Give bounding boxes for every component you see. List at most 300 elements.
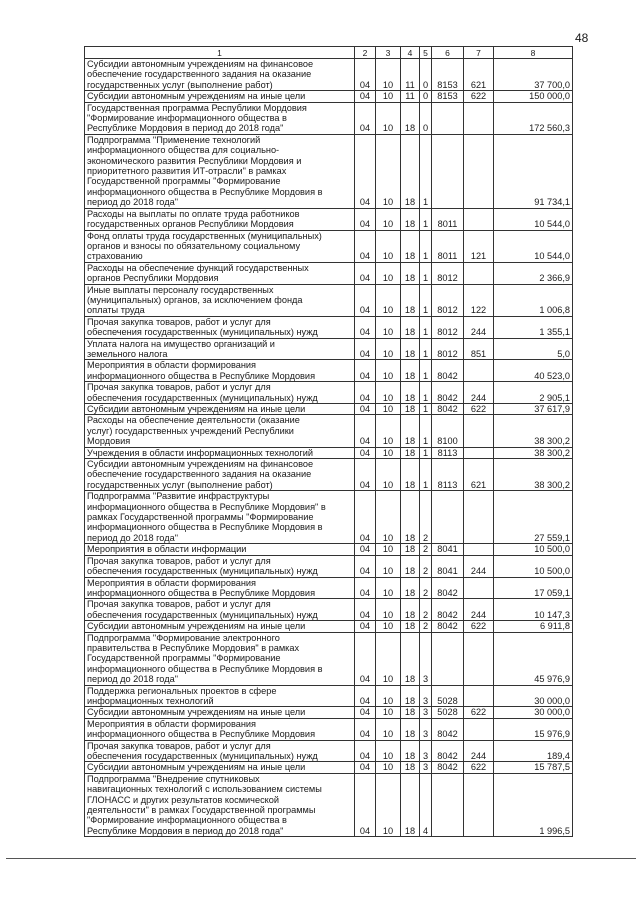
target-code: 8113	[432, 459, 464, 491]
amount: 1 996,5	[494, 773, 573, 836]
subprogram-code: 3	[420, 740, 432, 762]
item-name-line: деятельности" в рамках Государственной программы	[87, 805, 316, 816]
item-name	[85, 621, 355, 632]
item-name-line: Подпрограмма "Развитие инфраструктуры	[87, 491, 270, 502]
item-name-line: Государственной программы "Формирование	[87, 176, 281, 187]
subprogram-code: 2	[420, 621, 432, 632]
section-code: 04	[355, 91, 376, 102]
program-code: 18	[401, 447, 420, 458]
header-cell: 1	[85, 47, 355, 59]
table-row	[85, 544, 573, 555]
expense-type-code: 622	[464, 621, 494, 632]
subsection-code: 10	[376, 577, 401, 599]
item-name-line: Мордовия	[87, 436, 131, 447]
item-name-line: Субсидии автономным учреждениям на иные цели	[87, 707, 306, 718]
subsection-code: 10	[376, 491, 401, 544]
expense-type-code	[464, 773, 494, 836]
section-code: 04	[355, 577, 376, 599]
subprogram-code: 1	[420, 360, 432, 382]
item-name	[85, 762, 355, 773]
target-code	[432, 491, 464, 544]
item-name-line: Республике Мордовия в период до 2018 года"	[87, 123, 284, 134]
section-code: 04	[355, 262, 376, 284]
item-name-line: Прочая закупка товаров, работ и услуг для	[87, 382, 271, 393]
subprogram-code: 1	[420, 404, 432, 415]
amount: 91 734,1	[494, 134, 573, 208]
subsection-code: 10	[376, 621, 401, 632]
expense-type-code: 851	[464, 338, 494, 360]
item-name	[85, 718, 355, 740]
section-code: 04	[355, 773, 376, 836]
target-code: 8011	[432, 208, 464, 230]
subprogram-code: 1	[420, 284, 432, 316]
amount: 37 617,9	[494, 404, 573, 415]
expense-type-code: 621	[464, 59, 494, 91]
program-code: 18	[401, 360, 420, 382]
table-row	[85, 230, 573, 262]
subprogram-code: 3	[420, 718, 432, 740]
program-code: 18	[401, 718, 420, 740]
table-row	[85, 284, 573, 316]
subsection-code: 10	[376, 262, 401, 284]
item-name-line: Расходы на обеспечение функций государственных	[87, 262, 309, 273]
item-name-line: Мероприятия в области формирования	[87, 577, 257, 588]
amount: 2 366,9	[494, 262, 573, 284]
item-name-line: Мероприятия в области формирования	[87, 718, 257, 729]
amount: 10 544,0	[494, 208, 573, 230]
amount: 1 355,1	[494, 316, 573, 338]
subsection-code: 10	[376, 382, 401, 404]
item-name-line: период до 2018 года"	[87, 197, 178, 208]
subsection-code: 10	[376, 91, 401, 102]
program-code: 18	[401, 230, 420, 262]
subprogram-code: 1	[420, 447, 432, 458]
item-name-line: Мероприятия в области формирования	[87, 360, 257, 371]
item-name-line: Прочая закупка товаров, работ и услуг для	[87, 555, 271, 566]
item-name	[85, 632, 355, 685]
item-name	[85, 491, 355, 544]
section-code: 04	[355, 134, 376, 208]
item-name-line: Фонд оплаты труда государственных (муниципальных)	[87, 230, 322, 241]
bottom-rule	[6, 858, 636, 859]
subsection-code: 10	[376, 544, 401, 555]
subprogram-code: 0	[420, 91, 432, 102]
target-code: 8113	[432, 447, 464, 458]
item-name-line: Мероприятия в области информации	[87, 544, 247, 555]
target-code: 8041	[432, 544, 464, 555]
item-name	[85, 404, 355, 415]
program-code: 18	[401, 773, 420, 836]
expense-type-code	[464, 134, 494, 208]
program-code: 18	[401, 415, 420, 447]
header-cell: 6	[432, 47, 464, 59]
program-code: 18	[401, 102, 420, 134]
program-code: 11	[401, 59, 420, 91]
program-code: 18	[401, 544, 420, 555]
amount: 6 911,8	[494, 621, 573, 632]
item-name-line: период до 2018 года"	[87, 532, 178, 543]
item-name-line: период до 2018 года"	[87, 674, 178, 685]
table-row	[85, 632, 573, 685]
program-code: 18	[401, 134, 420, 208]
subprogram-code: 2	[420, 491, 432, 544]
amount: 45 976,9	[494, 632, 573, 685]
expense-type-code: 244	[464, 555, 494, 577]
section-code: 04	[355, 544, 376, 555]
table-row	[85, 447, 573, 458]
item-name-line: информационных технологий	[87, 695, 214, 706]
item-name	[85, 685, 355, 707]
subsection-code: 10	[376, 740, 401, 762]
subsection-code: 10	[376, 447, 401, 458]
section-code: 04	[355, 459, 376, 491]
program-code: 18	[401, 491, 420, 544]
item-name-line: государственных услуг (выполнение работ)	[87, 479, 273, 490]
item-name-line: приоритетного развития ИТ-отрасли" в рамках	[87, 166, 287, 177]
item-name	[85, 577, 355, 599]
target-code: 8012	[432, 338, 464, 360]
item-name-line: Подпрограмма "Применение технологий	[87, 134, 261, 145]
subsection-code: 10	[376, 707, 401, 718]
target-code: 8042	[432, 762, 464, 773]
item-name-line: Поддержка региональных проектов в сфере	[87, 685, 277, 696]
subprogram-code: 3	[420, 707, 432, 718]
item-name-line: земельного налога	[87, 348, 168, 359]
program-code: 18	[401, 762, 420, 773]
target-code	[432, 773, 464, 836]
subprogram-code: 3	[420, 685, 432, 707]
table-row	[85, 718, 573, 740]
item-name	[85, 773, 355, 836]
amount: 2 905,1	[494, 382, 573, 404]
item-name-line: информационного общества в Республике Мордовия в	[87, 522, 323, 533]
expense-type-code	[464, 632, 494, 685]
table-row	[85, 459, 573, 491]
item-name-line: обеспечения государственных (муниципальных) нужд	[87, 609, 318, 620]
table-row	[85, 621, 573, 632]
item-name	[85, 59, 355, 91]
section-code: 04	[355, 316, 376, 338]
subsection-code: 10	[376, 102, 401, 134]
item-name-line: Иные выплаты персоналу государственных	[87, 284, 274, 295]
target-code: 8100	[432, 415, 464, 447]
item-name-line: навигационных технологий с использованием системы	[87, 784, 322, 795]
amount: 17 059,1	[494, 577, 573, 599]
item-name	[85, 230, 355, 262]
item-name	[85, 382, 355, 404]
section-code: 04	[355, 707, 376, 718]
target-code: 8153	[432, 91, 464, 102]
table-row	[85, 762, 573, 773]
item-name-line: экономического развития Республики Мордовия и	[87, 155, 302, 166]
section-code: 04	[355, 491, 376, 544]
item-name-line: Прочая закупка товаров, работ и услуг для	[87, 740, 271, 751]
item-name-line: государственных органов Республики Мордовия	[87, 219, 294, 230]
item-name	[85, 360, 355, 382]
subsection-code: 10	[376, 338, 401, 360]
section-code: 04	[355, 685, 376, 707]
section-code: 04	[355, 555, 376, 577]
table-row	[85, 91, 573, 102]
target-code: 8012	[432, 284, 464, 316]
section-code: 04	[355, 632, 376, 685]
amount: 172 560,3	[494, 102, 573, 134]
item-name	[85, 284, 355, 316]
expense-type-code: 244	[464, 599, 494, 621]
header-cell: 3	[376, 47, 401, 59]
item-name-line: государственных услуг (выполнение работ)	[87, 79, 273, 90]
target-code: 8042	[432, 621, 464, 632]
item-name-line: (муниципальных) органов, за исключением фонда	[87, 294, 303, 305]
subprogram-code: 1	[420, 262, 432, 284]
subsection-code: 10	[376, 632, 401, 685]
subprogram-code: 1	[420, 382, 432, 404]
expense-type-code	[464, 685, 494, 707]
section-code: 04	[355, 102, 376, 134]
item-name-line: Расходы на обеспечение деятельности (оказание	[87, 415, 300, 426]
item-name	[85, 316, 355, 338]
subsection-code: 10	[376, 404, 401, 415]
item-name-line: рамках Государственной программы "Формирование	[87, 512, 314, 523]
section-code: 04	[355, 59, 376, 91]
expense-type-code: 622	[464, 762, 494, 773]
item-name-line: Расходы на выплаты по оплате труда работников	[87, 208, 300, 219]
target-code	[432, 134, 464, 208]
amount: 1 006,8	[494, 284, 573, 316]
item-name-line: Субсидии автономным учреждениям на иные цели	[87, 91, 306, 102]
target-code: 8041	[432, 555, 464, 577]
subsection-code: 10	[376, 360, 401, 382]
item-name-line: Государственная программа Республики Мордовия	[87, 102, 307, 113]
item-name-line: Прочая закупка товаров, работ и услуг для	[87, 599, 271, 610]
subsection-code: 10	[376, 316, 401, 338]
program-code: 18	[401, 208, 420, 230]
item-name-line: Субсидии автономным учреждениям на финансовое	[87, 59, 314, 69]
target-code: 8012	[432, 262, 464, 284]
target-code: 8042	[432, 718, 464, 740]
subsection-code: 10	[376, 134, 401, 208]
item-name	[85, 447, 355, 458]
header-cell: 2	[355, 47, 376, 59]
subsection-code: 10	[376, 415, 401, 447]
item-name-line: информационного общества в Республике Мордовия	[87, 370, 316, 381]
item-name-line: Субсидии автономным учреждениям на иные цели	[87, 621, 306, 632]
program-code: 18	[401, 382, 420, 404]
item-name-line: информационного общества в Республике Мордовия в	[87, 663, 323, 674]
section-code: 04	[355, 415, 376, 447]
item-name	[85, 707, 355, 718]
item-name-line: оплаты труда	[87, 305, 145, 316]
expense-type-code	[464, 208, 494, 230]
subprogram-code: 0	[420, 102, 432, 134]
item-name-line: информационного общества в Республике Мордовия	[87, 729, 316, 740]
subsection-code: 10	[376, 230, 401, 262]
subprogram-code: 1	[420, 415, 432, 447]
item-name-line: Подпрограмма "Внедрение спутниковых	[87, 773, 260, 784]
subprogram-code: 3	[420, 632, 432, 685]
amount: 10 500,0	[494, 555, 573, 577]
amount: 38 300,2	[494, 415, 573, 447]
expense-type-code	[464, 718, 494, 740]
table-row	[85, 102, 573, 134]
table-row	[85, 577, 573, 599]
header-cell: 8	[494, 47, 573, 59]
amount: 10 500,0	[494, 544, 573, 555]
program-code: 18	[401, 404, 420, 415]
item-name-line: Уплата налога на имущество организаций и	[87, 338, 275, 349]
table-row	[85, 685, 573, 707]
item-name	[85, 338, 355, 360]
expense-type-code	[464, 577, 494, 599]
table-row	[85, 415, 573, 447]
item-name-line: услуг) государственных учреждений Республики	[87, 425, 294, 436]
subsection-code: 10	[376, 459, 401, 491]
amount: 40 523,0	[494, 360, 573, 382]
item-name-line: Субсидии автономным учреждениям на иные цели	[87, 404, 306, 414]
item-name	[85, 459, 355, 491]
program-code: 18	[401, 555, 420, 577]
item-name-line: информационного общества для социально-	[87, 145, 280, 156]
item-name-line: информационного общества в Республике Мордовия" в	[87, 501, 326, 512]
item-name-line: страхованию	[87, 251, 143, 262]
item-name	[85, 599, 355, 621]
program-code: 18	[401, 707, 420, 718]
item-name-line: обеспечение государственного задания на оказание	[87, 469, 312, 480]
expense-type-code: 622	[464, 404, 494, 415]
item-name	[85, 415, 355, 447]
program-code: 18	[401, 459, 420, 491]
table-row	[85, 208, 573, 230]
expense-type-code	[464, 491, 494, 544]
subsection-code: 10	[376, 773, 401, 836]
section-code: 04	[355, 599, 376, 621]
section-code: 04	[355, 382, 376, 404]
table-header-row	[85, 47, 573, 59]
table-row	[85, 491, 573, 544]
section-code: 04	[355, 740, 376, 762]
table-row	[85, 707, 573, 718]
expense-type-code: 244	[464, 382, 494, 404]
amount: 38 300,2	[494, 447, 573, 458]
expense-type-code	[464, 544, 494, 555]
item-name-line: Государственной программы "Формирование	[87, 653, 281, 664]
subsection-code: 10	[376, 762, 401, 773]
subprogram-code: 2	[420, 544, 432, 555]
subprogram-code: 1	[420, 338, 432, 360]
section-code: 04	[355, 338, 376, 360]
subsection-code: 10	[376, 284, 401, 316]
item-name	[85, 555, 355, 577]
target-code	[432, 102, 464, 134]
item-name-line: информационного общества в Республике Мордовия	[87, 587, 316, 598]
item-name-line: "Формирование информационного общества в	[87, 815, 287, 826]
item-name-line: Субсидии автономным учреждениям на иные цели	[87, 762, 306, 773]
expense-type-code	[464, 262, 494, 284]
item-name-line: "Формирование информационного общества в	[87, 113, 287, 124]
amount: 30 000,0	[494, 707, 573, 718]
item-name-line: Подпрограмма "Формирование электронного	[87, 632, 280, 643]
program-code: 18	[401, 577, 420, 599]
target-code: 8042	[432, 382, 464, 404]
section-code: 04	[355, 718, 376, 740]
section-code: 04	[355, 621, 376, 632]
section-code: 04	[355, 230, 376, 262]
item-name	[85, 208, 355, 230]
item-name-line: обеспечение государственного задания на оказание	[87, 69, 312, 80]
item-name-line: Прочая закупка товаров, работ и услуг для	[87, 316, 271, 327]
section-code: 04	[355, 447, 376, 458]
table-row	[85, 134, 573, 208]
section-code: 04	[355, 762, 376, 773]
program-code: 18	[401, 316, 420, 338]
target-code: 8042	[432, 404, 464, 415]
expense-type-code: 244	[464, 316, 494, 338]
subprogram-code: 1	[420, 230, 432, 262]
program-code: 18	[401, 632, 420, 685]
expense-type-code: 622	[464, 707, 494, 718]
expense-type-code	[464, 360, 494, 382]
subprogram-code: 0	[420, 59, 432, 91]
target-code: 8042	[432, 599, 464, 621]
amount: 15 787,5	[494, 762, 573, 773]
target-code: 8153	[432, 59, 464, 91]
target-code: 8042	[432, 740, 464, 762]
amount: 37 700,0	[494, 59, 573, 91]
subprogram-code: 4	[420, 773, 432, 836]
item-name	[85, 134, 355, 208]
target-code: 8042	[432, 577, 464, 599]
table-row	[85, 360, 573, 382]
target-code: 8011	[432, 230, 464, 262]
item-name-line: правительства в Республике Мордовия" в рамках	[87, 642, 300, 653]
subprogram-code: 1	[420, 134, 432, 208]
header-cell: 5	[420, 47, 432, 59]
subsection-code: 10	[376, 599, 401, 621]
target-code: 8012	[432, 316, 464, 338]
expense-type-code	[464, 415, 494, 447]
subprogram-code: 2	[420, 599, 432, 621]
target-code: 8042	[432, 360, 464, 382]
section-code: 04	[355, 208, 376, 230]
program-code: 11	[401, 91, 420, 102]
program-code: 18	[401, 740, 420, 762]
expense-type-code	[464, 102, 494, 134]
subprogram-code: 1	[420, 459, 432, 491]
section-code: 04	[355, 360, 376, 382]
item-name-line: обеспечения государственных (муниципальных) нужд	[87, 566, 318, 577]
amount: 150 000,0	[494, 91, 573, 102]
subsection-code: 10	[376, 718, 401, 740]
subsection-code: 10	[376, 59, 401, 91]
item-name	[85, 91, 355, 102]
amount: 38 300,2	[494, 459, 573, 491]
table-row	[85, 316, 573, 338]
table-row	[85, 599, 573, 621]
table-row	[85, 338, 573, 360]
table-row	[85, 262, 573, 284]
item-name	[85, 262, 355, 284]
amount: 27 559,1	[494, 491, 573, 544]
subprogram-code: 1	[420, 316, 432, 338]
item-name-line: Субсидии автономным учреждениям на финансовое	[87, 459, 314, 470]
expense-type-code: 121	[464, 230, 494, 262]
item-name-line: информационного общества в Республике Мордовия в	[87, 186, 323, 197]
page-number: 48	[575, 31, 589, 45]
item-name-line: обеспечения государственных (муниципальных) нужд	[87, 327, 318, 338]
expense-type-code: 244	[464, 740, 494, 762]
program-code: 18	[401, 685, 420, 707]
item-name-line: обеспечения государственных (муниципальных) нужд	[87, 392, 318, 403]
